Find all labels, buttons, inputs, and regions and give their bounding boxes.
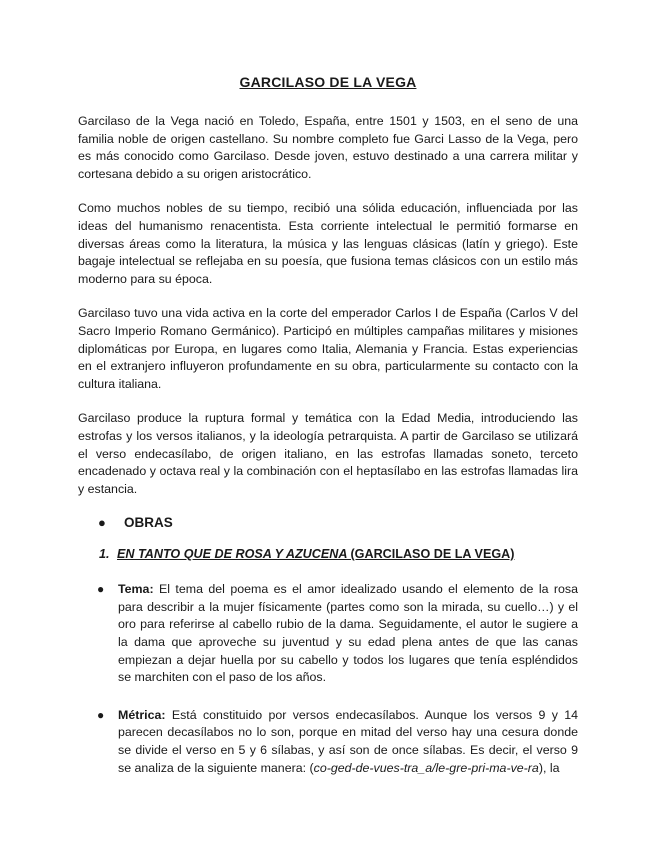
bullet-icon: ● bbox=[98, 515, 106, 531]
paragraph-court-life: Garcilaso tuvo una vida activa en la corte del emperador Carlos I de España (Carlos V del Sacro Imperio Romano Germánico). Participó en múltiples campañas militares y misiones diplomáticas por Europa, en lugares como Italia, Alemania y Francia. Estas experiencias en el extranjero influyeron profundamente en su obra, particularmente su contacto con la cultura italiana. bbox=[78, 306, 578, 391]
work-title bbox=[78, 547, 578, 561]
paragraph-innovation: Garcilaso produce la ruptura formal y temática con la Edad Media, introduciendo las estrofas y los versos italianos, y la ideología petrarquista. A partir de Garcilaso se utilizará el verso endecasílabo, de origen italiano, en las estrofas llamadas soneto, terceto encadenado y octava real y la combinación con el heptasílabo en las estrofas llamadas lira y estancia. bbox=[78, 411, 578, 496]
work-title-author: (GARCILASO DE LA VEGA) bbox=[350, 547, 515, 562]
list-item-metrica bbox=[78, 707, 578, 777]
page-title: GARCILASO DE LA VEGA bbox=[239, 74, 417, 90]
list-item-text: El tema del poema es el amor idealizado usando el elemento de la rosa para describir a la mujer físicamente (partes como son la mirada, su cuello…) y el oro para referirse al cabello rubio de la dama. Seguidamente, el autor le sugiere a la dama que aproveche su juventud y su edad plena antes de que las canas empiezan a dejar huella por su cabello y todos los lugares que tenía espléndidos se marchiten con el paso de los años. bbox=[118, 582, 578, 685]
list-item-text-tail: ), la bbox=[538, 760, 560, 775]
list-item-text: Está constituido por versos endecasílabos. Aunque los versos 9 y 14 parecen decasílabos no lo son, porque en mitad del verso hay una cesura donde se divide el verso en 5 y 6 sílabas, y así son de once sílabas. Es decir, el verso 9 se analiza de la siguiente manera: ( bbox=[118, 707, 578, 775]
list-item-tema bbox=[78, 581, 578, 687]
bullet-icon: ● bbox=[97, 582, 105, 597]
paragraph-biography: Garcilaso de la Vega nació en Toledo, España, entre 1501 y 1503, en el seno de una familia noble de origen castellano. Su nombre completo fue Garci Lasso de la Vega, pero es más conocido como Garcilaso. Desde joven, estuvo destinado a una carrera militar y cortesana debido a su origen aristocrático. bbox=[78, 114, 578, 181]
list-item-body bbox=[118, 581, 578, 687]
bullet-icon: ● bbox=[97, 707, 105, 722]
paragraph-education: Como muchos nobles de su tiempo, recibió una sólida educación, influenciada por las ideas del humanismo renacentista. Esta corriente intelectual le permitió formarse en diversas áreas como la literatura, la música y las lenguas clásicas (latín y griego). Este bagaje intelectual se reflejaba en su poesía, que fusiona temas clásicos con un estilo más moderno para su época. bbox=[78, 201, 578, 286]
work-number: 1. bbox=[99, 547, 110, 562]
list-item-body bbox=[118, 707, 578, 777]
work-title-text bbox=[117, 547, 514, 561]
section-heading-label: OBRAS bbox=[124, 515, 173, 531]
list-item-label: Métrica: bbox=[118, 707, 166, 722]
list-item-scansion: co-ged-de-vues-tra_a/le-gre-pri-ma-ve-ra bbox=[313, 760, 539, 775]
document-page bbox=[78, 74, 578, 777]
section-heading-obras bbox=[78, 515, 578, 530]
list-item-label: Tema: bbox=[118, 582, 154, 597]
work-title-italic: EN TANTO QUE DE ROSA Y AZUCENA bbox=[117, 547, 351, 562]
